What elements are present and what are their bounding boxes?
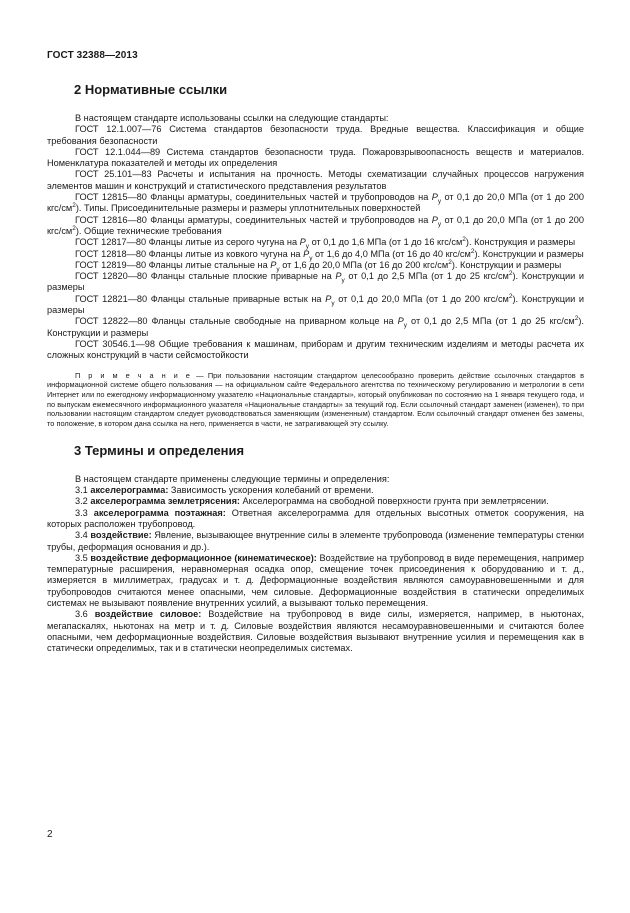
reference-text: ). Конструкции и размеры	[47, 293, 584, 316]
reference-gost-12815	[47, 192, 584, 215]
superscript-2: 2	[508, 270, 513, 278]
pressure-subscript: y	[276, 265, 280, 273]
superscript-2: 2	[72, 224, 76, 232]
reference-gost-25-101: ГОСТ 25.101—83 Расчеты и испытания на прочность. Методы схематизации случайных процессов нагружения элементов машин и конструкций и статистического представления результатов	[47, 169, 584, 191]
term-definition: Акселерограмма на свободной поверхности грунта при землетрясении.	[240, 496, 549, 507]
term-number: 3.3	[75, 507, 94, 518]
reference-text: ). Типы. Присоединительные размеры и размеры уплотнительных поверхностей	[75, 203, 421, 214]
note-block	[47, 371, 584, 429]
term-number: 3.1	[75, 485, 91, 496]
note-text: — При пользовании настоящим стандартом целесообразно проверить действие ссылочных стандартов в информационной системе общего пользования — на официальном сайте Федерального агентства по техническому регулированию и метрологии в сети Интернет или по ежегодному информационному указателю «Национальные стандарты», который опубликован по состоянию на 1 января текущего года, и по выпускам ежемесячного информационного указателя «Национальные стандарты» за текущий год. Если ссылочный стандарт заменен (изменен), то при пользовании настоящим стандартом следует руководствоваться заменяющим (измененным) стандартом. Если ссылочный стандарт отменен без замены, то положение, в котором дана ссылка на него, применяется в части, не затрагивающей эту ссылку.	[47, 370, 584, 429]
term-number: 3.4	[75, 530, 91, 541]
term-definition: Зависимость ускорения колебаний от времени.	[168, 485, 374, 496]
reference-text: ГОСТ 12821—80 Фланцы стальные приварные встык на	[75, 293, 326, 304]
term-3-5	[47, 553, 584, 609]
reference-gost-12822	[47, 316, 584, 339]
reference-gost-12821	[47, 294, 584, 317]
reference-gost-12817	[47, 236, 584, 251]
term-name: акселерограмма:	[90, 485, 169, 496]
reference-gost-12-1-007: ГОСТ 12.1.007—76 Система стандартов безопасности труда. Вредные вещества. Классификация и общие требования безопасности	[47, 124, 584, 146]
reference-text: от 0,1 до 20,0 МПа (от 1 до 200 кгс/см	[334, 293, 509, 304]
pressure-symbol: P	[270, 259, 277, 270]
term-definition: Воздействие на трубопровод в виде перемещения, например температурные расширения, неравномерная осадка опор, смещение точек присоединения к оборудованию и т. д., измеряется в миллиметрах, градусах и т. д. Деформационные воздействия являются самоуравновешенными и для трубопроводов считаются менее опасными, чем силовые. Деформационные воздействия в статически определимых системах не вызывают появление внутренних усилий, а вызывают только перемещения.	[47, 552, 585, 609]
superscript-2: 2	[470, 247, 475, 255]
term-number: 3.6	[75, 609, 95, 620]
reference-text: от 0,1 до 2,5 МПа (от 1 до 25 кгс/см	[407, 316, 575, 327]
reference-text: ГОСТ 12822—80 Фланцы стальные свободные на приварном кольце на	[75, 316, 398, 327]
reference-text: ГОСТ 12816—80 Фланцы арматуры, соединительных частей и трубопроводов на	[75, 214, 432, 225]
reference-text: ). Конструкции и размеры	[47, 271, 584, 293]
page-number: 2	[47, 829, 53, 840]
reference-text: ГОСТ 12819—80 Фланцы литые стальные на	[75, 259, 271, 270]
reference-text: ГОСТ 12820—80 Фланцы стальные плоские приварные на	[75, 271, 336, 282]
term-number: 3.2	[75, 496, 91, 507]
pressure-subscript: y	[403, 322, 408, 330]
reference-text: ГОСТ 12817—80 Фланцы литые из серого чугуна на	[75, 237, 300, 248]
term-name: акселерограмма землетрясения:	[90, 496, 240, 507]
reference-text: от 1,6 до 4,0 МПа (от 16 до 40 кгс/см	[312, 248, 471, 259]
page-content	[47, 82, 584, 655]
reference-text: от 0,1 до 20,0 МПа (от 1 до 200 кгс/см	[47, 214, 584, 236]
term-name: воздействие:	[90, 530, 152, 541]
pressure-subscript: y	[341, 276, 345, 284]
pressure-symbol: P	[397, 316, 404, 327]
superscript-2: 2	[72, 202, 76, 210]
reference-text: ). Конструкции и размеры	[474, 248, 584, 259]
reference-text: ). Конструкции и размеры	[451, 259, 562, 270]
pressure-subscript: y	[305, 243, 310, 251]
section-3-title: 3 Термины и определения	[74, 442, 245, 458]
document-id-header: ГОСТ 32388—2013	[47, 50, 138, 61]
reference-gost-12819	[47, 260, 584, 271]
pressure-symbol: P	[431, 192, 438, 203]
note-label: П р и м е ч а н и е	[75, 370, 192, 380]
superscript-2: 2	[508, 292, 513, 300]
term-definition: Ответная акселерограмма для отдельных высотных отметок сооружения, на которых расположен трубопровод.	[47, 507, 585, 529]
reference-gost-12-1-044: ГОСТ 12.1.044—89 Система стандартов безопасности труда. Пожаровзрывоопасность веществ и материалов. Номенклатура показателей и методы их определения	[47, 146, 584, 169]
reference-gost-12820	[47, 271, 584, 294]
pressure-symbol: P	[431, 214, 438, 225]
reference-text: от 0,1 до 2,5 МПа (от 1 до 25 кгс/см	[344, 271, 509, 282]
term-3-4	[47, 530, 584, 553]
superscript-2: 2	[574, 315, 579, 323]
reference-text: от 1,6 до 20,0 МПа (от 16 до 200 кгс/см	[279, 259, 449, 270]
pressure-symbol: P	[303, 248, 310, 259]
superscript-2: 2	[462, 236, 466, 244]
reference-text: ГОСТ 12815—80 Фланцы арматуры, соединительных частей и трубопроводов на	[75, 192, 432, 203]
term-3-2	[47, 496, 584, 507]
term-3-1	[47, 485, 584, 496]
section-2-intro: В настоящем стандарте использованы ссылки на следующие стандарты:	[75, 113, 389, 123]
reference-text: от 0,1 до 1,6 МПа (от 1 до 16 кгс/см	[309, 237, 463, 248]
pressure-symbol: P	[335, 271, 342, 282]
pressure-symbol: P	[325, 293, 332, 304]
term-definition: Воздействие на трубопровод в виде силы, измеряется, например, в ньютонах, мегапаскалях, ньютонах на метр и т. д. Силовые воздействия являются несамоуравновешенными и считаются более опасными, чем деформационные воздействия. Силовые воздействия вызывают внутренние усилия и перемещения как в статически определимых, так и в статически неопределимых системах.	[47, 609, 584, 654]
pressure-symbol: P	[299, 237, 306, 248]
reference-text: ). Конструкции и размеры	[47, 316, 584, 338]
section-3-intro: В настоящем стандарте применены следующие термины и определения:	[75, 473, 390, 484]
term-name: воздействие силовое:	[94, 609, 202, 620]
term-3-6	[47, 609, 584, 654]
section-2-title: 2 Нормативные ссылки	[74, 82, 228, 97]
reference-gost-12818	[47, 249, 584, 260]
term-3-3	[47, 508, 584, 531]
pressure-subscript: y	[309, 254, 313, 262]
superscript-2: 2	[448, 258, 452, 266]
pressure-subscript: y	[437, 197, 442, 205]
pressure-subscript: y	[331, 299, 335, 307]
term-number: 3.5	[75, 552, 91, 563]
reference-text: ). Конструкция и размеры	[465, 237, 576, 248]
reference-text: ГОСТ 12818—80 Фланцы литые из ковкого чугуна на	[75, 248, 304, 259]
term-name: воздействие деформационное (кинематическое):	[90, 552, 317, 563]
reference-text: от 0,1 до 20,0 МПа (от 1 до 200 кгс/см	[47, 192, 584, 214]
reference-gost-30546-1: ГОСТ 30546.1—98 Общие требования к машинам, приборам и другим техническим изделиям и методы расчета их сложных конструкций в части сейсмостойкости	[47, 338, 584, 361]
reference-gost-12816	[47, 215, 584, 238]
term-name: акселерограмма поэтажная:	[93, 507, 226, 518]
reference-text: ). Общие технические требования	[75, 225, 222, 236]
term-definition: Явление, вызывающее внутренние силы в элементе трубопровода (изменение температуры стенки трубы, деформация основания и др.).	[47, 530, 585, 552]
pressure-subscript: y	[437, 220, 442, 228]
